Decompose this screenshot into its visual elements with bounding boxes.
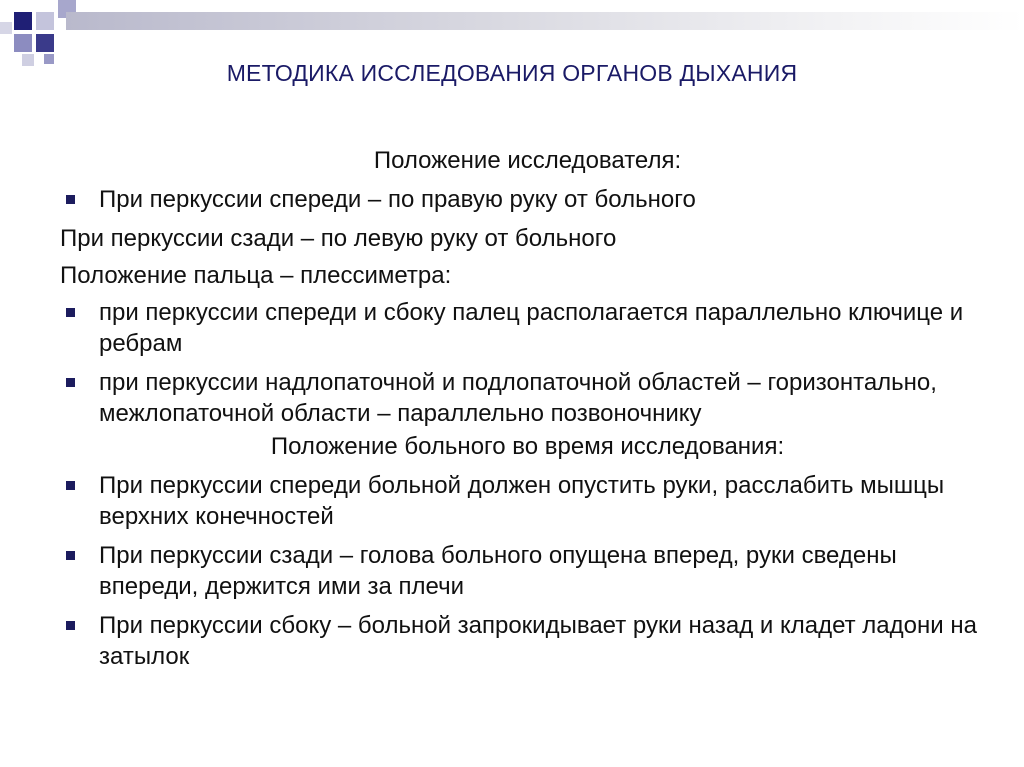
bullet-item	[60, 470, 995, 532]
bullet-item	[60, 367, 995, 429]
bullet-item	[60, 540, 995, 602]
slide-content	[60, 145, 995, 680]
bullet-text: При перкуссии спереди – по правую руку от больного	[99, 186, 696, 213]
bullet-square-icon	[66, 378, 75, 387]
plain-line: При перкуссии сзади – по левую руку от больного	[60, 225, 617, 252]
bullet-item	[60, 184, 995, 215]
bullet-square-icon	[66, 621, 75, 630]
bullet-square-icon	[66, 481, 75, 490]
decor-square-dark	[36, 34, 54, 52]
bullet-square-icon	[66, 551, 75, 560]
slide-title: МЕТОДИКА ИССЛЕДОВАНИЯ ОРГАНОВ ДЫХАНИЯ	[226, 60, 798, 86]
decor-square-mid	[14, 34, 32, 52]
bullet-text: При перкуссии спереди больной должен опустить руки, расслабить мышцы верхних конечностей	[99, 472, 945, 530]
heading-patient: Положение больного во время исследования:	[270, 433, 785, 460]
bullet-text: При перкуссии сзади – голова больного опущена вперед, руки сведены впереди, держится ими за плечи	[99, 542, 897, 600]
bullet-text: при перкуссии надлопаточной и подлопаточной областей – горизонтально, межлопаточной области – параллельно позвоночнику	[99, 369, 937, 427]
heading-examiner: Положение исследователя:	[373, 147, 682, 174]
bullet-item	[60, 610, 995, 672]
bullet-item	[60, 297, 995, 359]
decor-square-dark	[14, 12, 32, 30]
decor-square-light	[0, 22, 12, 34]
decor-square-light	[36, 12, 54, 30]
plain-line: Положение пальца – плессиметра:	[60, 262, 452, 289]
bullet-text: при перкуссии спереди и сбоку палец располагается параллельно ключице и ребрам	[99, 299, 964, 357]
bullet-square-icon	[66, 195, 75, 204]
bullet-text: При перкуссии сбоку – больной запрокидывает руки назад и кладет ладони на затылок	[99, 612, 977, 670]
bullet-square-icon	[66, 308, 75, 317]
decor-top-band	[66, 12, 1024, 30]
